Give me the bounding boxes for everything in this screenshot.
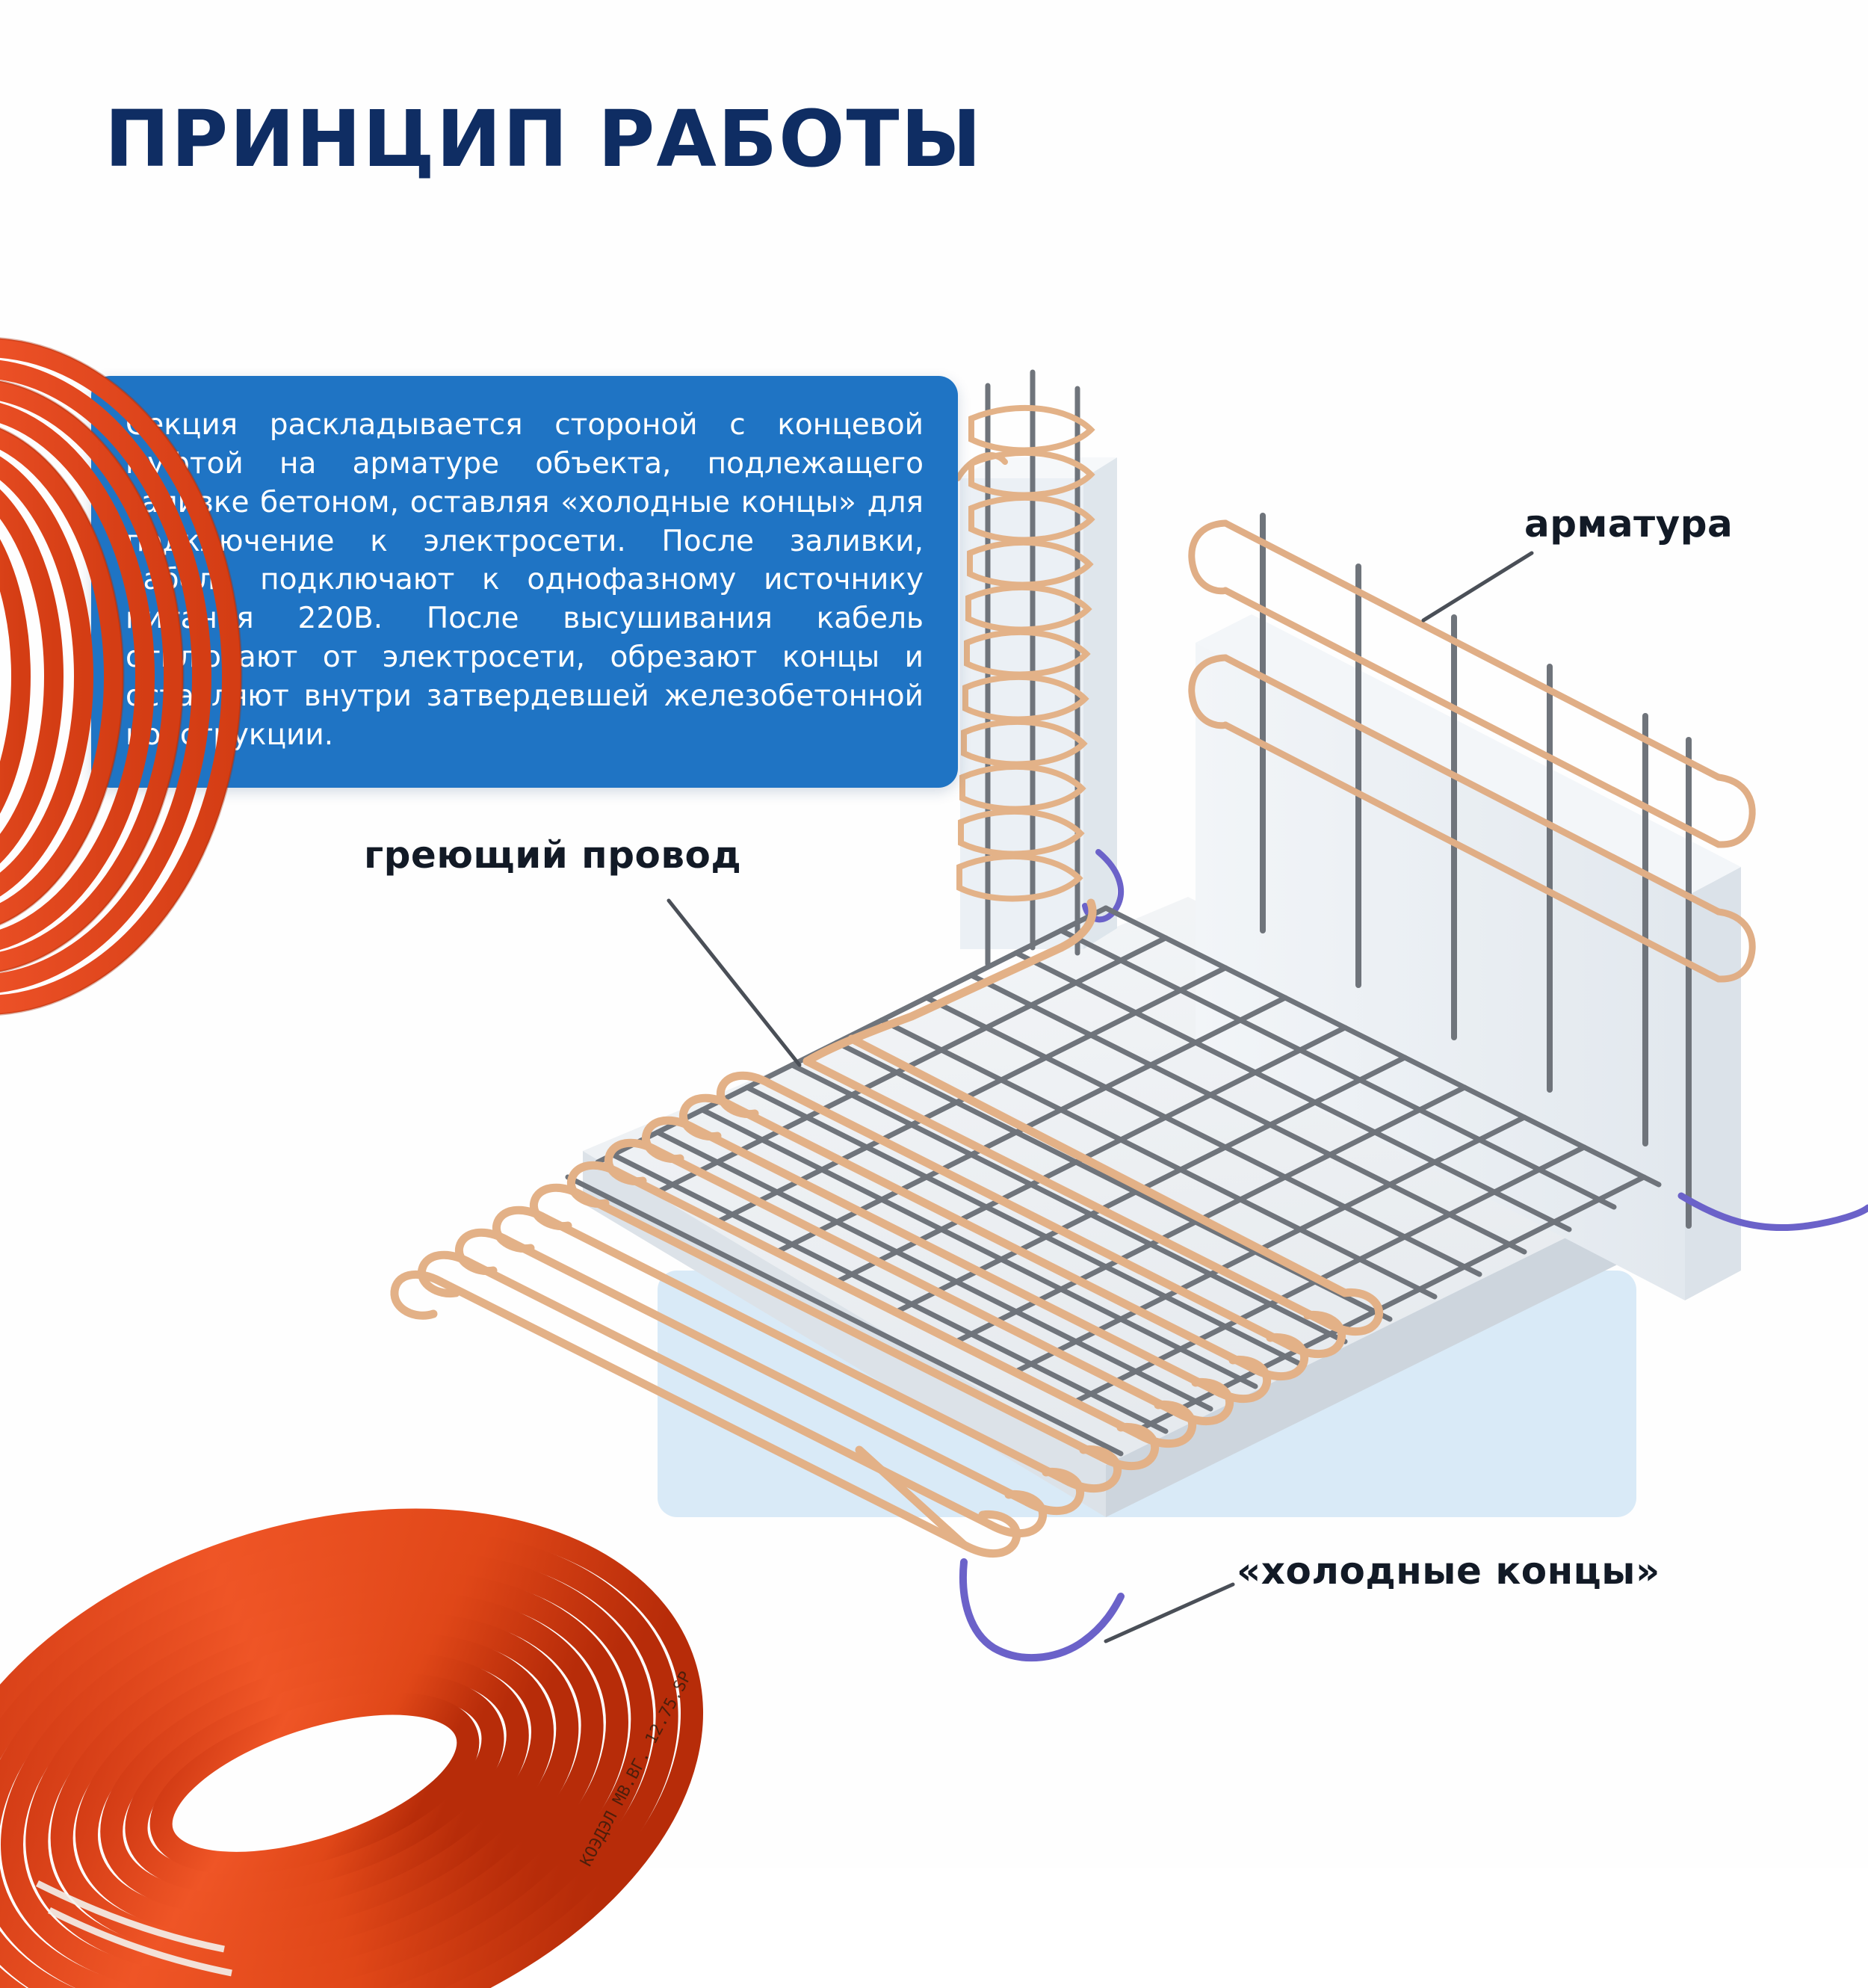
leader-line-cold-ends bbox=[1106, 1584, 1233, 1641]
concrete-column-left bbox=[960, 457, 1117, 949]
rebar-column-left bbox=[988, 372, 1077, 964]
rebar-mesh-slab bbox=[568, 908, 1659, 1454]
page-title: ПРИНЦИП РАБОТЫ bbox=[105, 93, 983, 185]
concrete-wall-right bbox=[1196, 614, 1741, 1300]
label-heating-wire: греющий провод bbox=[364, 833, 742, 877]
heating-wire-column bbox=[958, 408, 1091, 899]
cold-end-wire-bottom bbox=[963, 1562, 1121, 1658]
heating-wire-slab bbox=[395, 903, 1379, 1554]
info-card-text: Секция раскладывается стороной с концевой муфтой на арматуре объекта, подлежащего заливке бетоном, оставляя «холодные концы» для подключение к электросети. После заливки, кабель подключают к однофазному источнику питания 220В. После высушивания кабель отключают от электросети, обрезают концы и оставляют внутри затвердевшей железобетонной конструкции. bbox=[126, 408, 924, 752]
cold-end-wire-column bbox=[1085, 852, 1121, 919]
label-armature: арматура bbox=[1524, 502, 1734, 546]
cable-coil-photo-bottom bbox=[0, 1465, 837, 1988]
concrete-slab bbox=[583, 897, 1711, 1517]
cable-coil-photo-top bbox=[0, 265, 291, 1087]
svg-text:КОЭДЭЛ МВ.ВГ. 12.75.SP: КОЭДЭЛ МВ.ВГ. 12.75.SP bbox=[577, 1668, 696, 1870]
label-cold-ends: «холодные концы» bbox=[1237, 1549, 1660, 1593]
leader-line-heating-wire bbox=[669, 901, 800, 1065]
leader-line-armature bbox=[1423, 553, 1532, 620]
cold-end-wire-right bbox=[1681, 1196, 1868, 1228]
rebar-wall-right bbox=[1192, 516, 1752, 1226]
